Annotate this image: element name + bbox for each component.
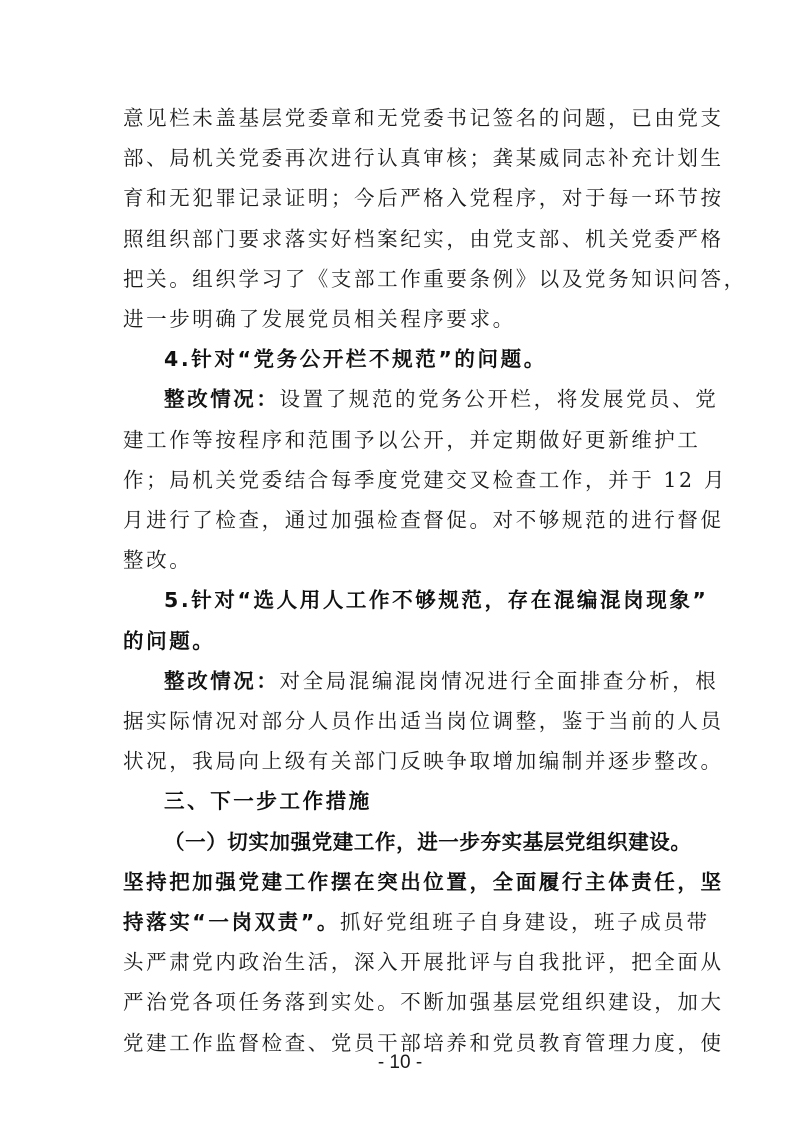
- paragraph-line: [164, 384, 719, 414]
- paragraph-line: 把关。组织学习了《支部工作重要条例》以及党务知识问答，: [123, 266, 747, 291]
- section-heading-4: 4.针对“党务公开栏不规范”的问题。: [164, 347, 547, 372]
- paragraph-line: 意见栏未盖基层党委章和无党委书记签名的问题，已由党支: [123, 106, 724, 130]
- paragraph-line: 党建工作监督检查、党员干部培养和党员教育管理力度，使: [123, 1030, 724, 1055]
- paragraph-line: 整改。: [123, 548, 193, 573]
- chapter-heading: 三、下一步工作措施: [164, 789, 372, 814]
- subsection-heading: （一）切实加强党建工作，进一步夯实基层党组织建设。: [164, 829, 692, 854]
- page-number: - 10 -: [377, 1052, 423, 1073]
- paragraph-line: [123, 907, 710, 937]
- paragraph-line: 头严肃党内政治生活，深入开展批评与自我批评，把全面从: [123, 950, 724, 975]
- paragraph-line: 进一步明确了发展党员相关程序要求。: [123, 307, 516, 331]
- bold-phrase: 持落实“一岗双责”。: [123, 910, 340, 934]
- rectification-label: 整改情况：: [164, 387, 280, 412]
- paragraph-text: 对全局混编混岗情况进行全面排查分析，根: [279, 668, 719, 693]
- paragraph-line: 严治党各项任务落到实处。不断加强基层党组织建设，加大: [123, 990, 724, 1015]
- paragraph-line-bold: 坚持把加强党建工作摆在突出位置，全面履行主体责任，坚: [123, 869, 724, 894]
- paragraph-text: 设置了规范的党务公开栏，将发展党员、党: [279, 387, 719, 412]
- section-heading-5-cont: 的问题。: [123, 628, 216, 653]
- paragraph-line: 状况，我局向上级有关部门反映争取增加编制并逐步整改。: [123, 749, 724, 774]
- section-heading-5: 5.针对“选人用人工作不够规范，存在混编混岗现象”: [164, 588, 709, 613]
- paragraph-line: 据实际情况对部分人员作出适当岗位调整，鉴于当前的人员: [123, 709, 724, 733]
- paragraph-line: 照组织部门要求落实好档案纪实，由党支部、机关党委严格: [123, 226, 724, 251]
- paragraph-line: 育和无犯罪记录证明；今后严格入党程序，对于每一环节按: [123, 186, 724, 211]
- paragraph-line: 作；局机关党委结合每季度党建交叉检查工作，并于 12 月: [123, 467, 727, 492]
- paragraph-line: 建工作等按程序和范围予以公开，并定期做好更新维护工: [123, 427, 701, 452]
- rectification-label: 整改情况：: [164, 668, 280, 693]
- paragraph-text: 抓好党组班子自身建设，班子成员带: [339, 910, 710, 934]
- paragraph-line: 部、局机关党委再次进行认真审核；龚某威同志补充计划生: [123, 146, 724, 171]
- paragraph-line: 月进行了检查，通过加强检查督促。对不够规范的进行督促: [123, 508, 724, 532]
- paragraph-line: [164, 666, 719, 696]
